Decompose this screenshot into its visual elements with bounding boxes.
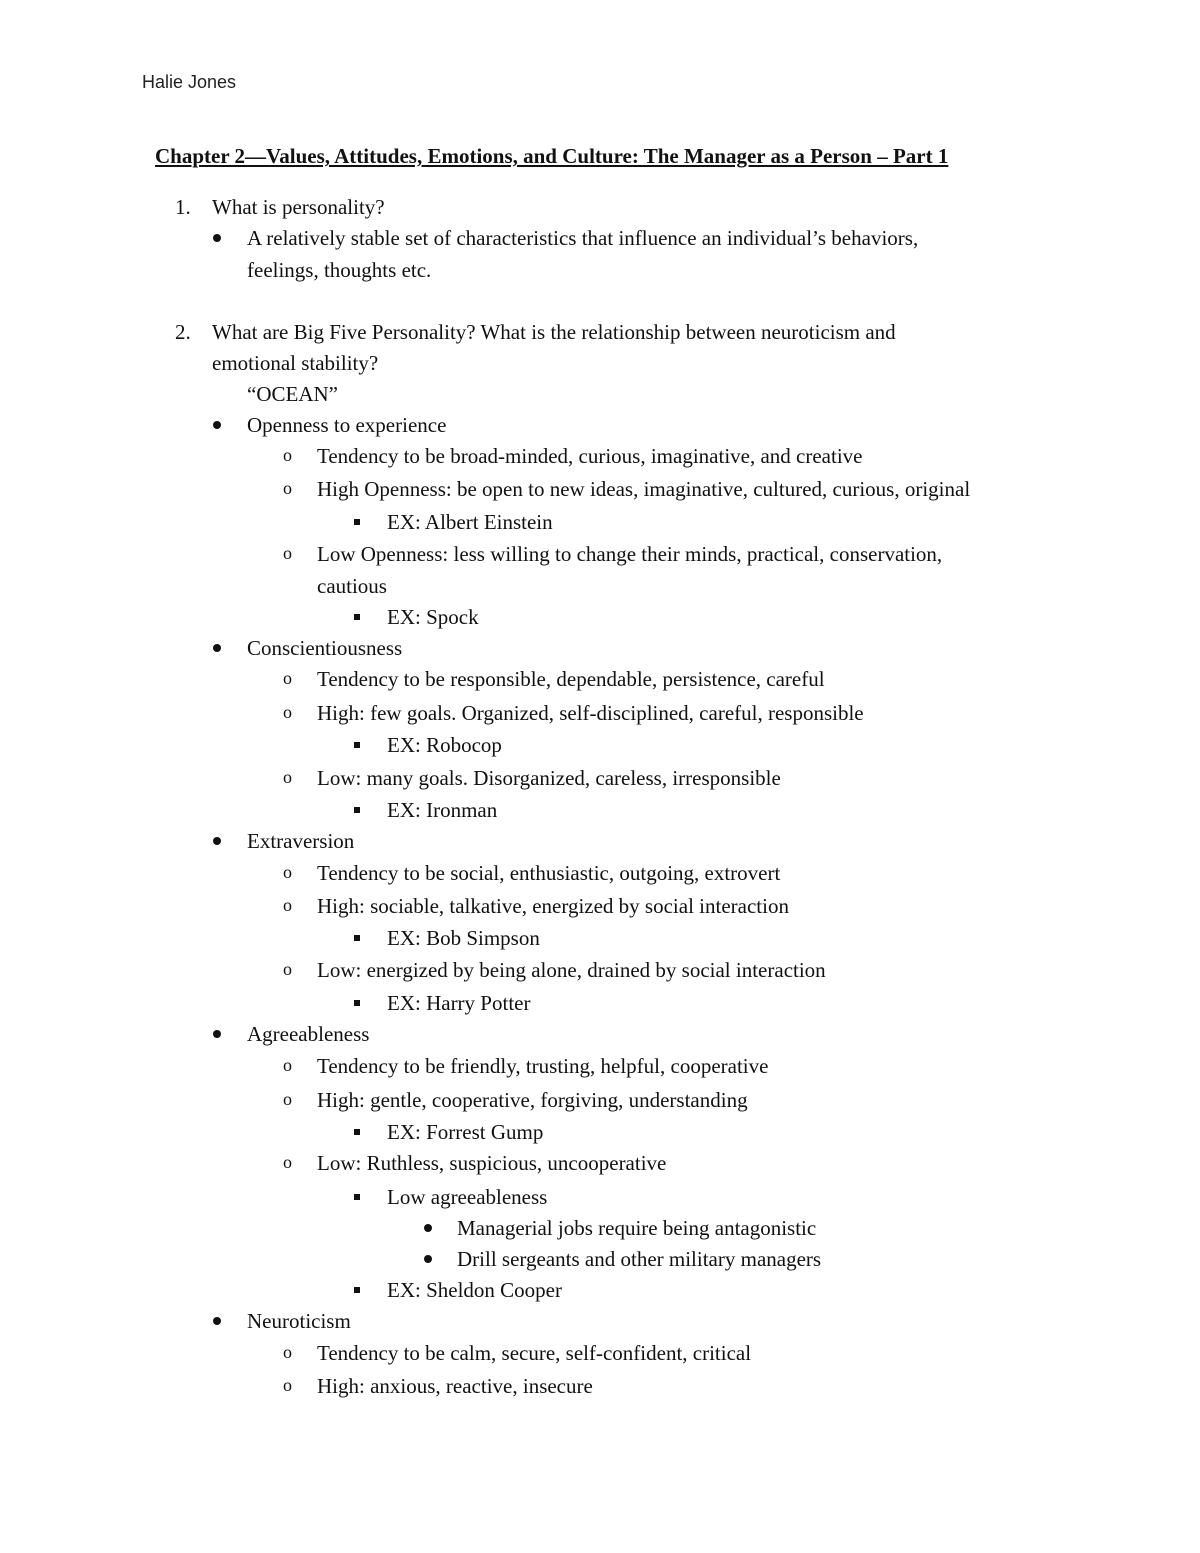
bullet-circle-icon: o [283, 895, 292, 915]
bullet-square-icon [354, 519, 360, 525]
bullet-circle-icon: o [283, 862, 292, 882]
outline-text: High Openness: be open to new ideas, imaginative, cultured, curious, original [317, 477, 971, 501]
bullet-circle-icon: o [283, 702, 292, 722]
outline-text: Tendency to be friendly, trusting, helpful, cooperative [317, 1054, 769, 1078]
outline-text: High: sociable, talkative, energized by social interaction [317, 894, 789, 918]
bullet-circle-icon: o [283, 478, 292, 498]
outline-text: Extraversion [247, 829, 355, 853]
bullet-dot-icon [213, 644, 221, 652]
outline-text: feelings, thoughts etc. [247, 258, 432, 282]
outline-text: Neuroticism [247, 1309, 351, 1333]
list-number: 2. [175, 320, 191, 344]
bullet-circle-icon: o [283, 959, 292, 979]
outline-text: Openness to experience [247, 413, 447, 437]
bullet-circle-icon: o [283, 767, 292, 787]
outline-text: EX: Albert Einstein [387, 510, 553, 534]
bullet-dot-icon [424, 1255, 432, 1263]
list-number: 1. [175, 195, 191, 219]
author-name: Halie Jones [142, 72, 237, 92]
bullet-dot-icon [213, 837, 221, 845]
outline-text: Tendency to be responsible, dependable, persistence, careful [317, 667, 825, 691]
outline-text: Low: Ruthless, suspicious, uncooperative [317, 1151, 667, 1175]
outline-text: EX: Sheldon Cooper [387, 1278, 562, 1302]
bullet-square-icon [354, 742, 360, 748]
outline-text: Tendency to be calm, secure, self-confident, critical [317, 1341, 752, 1365]
bullet-square-icon [354, 614, 360, 620]
bullet-square-icon [354, 1194, 360, 1200]
bullet-dot-icon [213, 234, 221, 242]
bullet-circle-icon: o [283, 1342, 292, 1362]
bullet-dot-icon [213, 1317, 221, 1325]
outline-text: High: gentle, cooperative, forgiving, understanding [317, 1088, 748, 1112]
outline-text: A relatively stable set of characteristics that influence an individual’s behaviors, [247, 226, 919, 250]
outline-text: Managerial jobs require being antagonistic [457, 1216, 817, 1240]
outline-text: Low: energized by being alone, drained by social interaction [317, 958, 826, 982]
outline-text: Tendency to be broad-minded, curious, imaginative, and creative [317, 444, 863, 468]
bullet-circle-icon: o [283, 1089, 292, 1109]
bullet-circle-icon: o [283, 445, 292, 465]
outline-text: “OCEAN” [247, 382, 338, 406]
bullet-square-icon [354, 1129, 360, 1135]
outline-text: What are Big Five Personality? What is the relationship between neuroticism and [212, 320, 896, 344]
outline-text: EX: Robocop [387, 733, 502, 757]
bullet-square-icon [354, 1287, 360, 1293]
outline-text: High: anxious, reactive, insecure [317, 1374, 593, 1398]
outline-text: Low: many goals. Disorganized, careless, irresponsible [317, 766, 781, 790]
outline-text: Tendency to be social, enthusiastic, outgoing, extrovert [317, 861, 781, 885]
bullet-square-icon [354, 807, 360, 813]
outline-text: EX: Forrest Gump [387, 1120, 544, 1144]
outline-text: cautious [317, 574, 387, 598]
outline-text: Agreeableness [247, 1022, 370, 1046]
bullet-square-icon [354, 935, 360, 941]
bullet-dot-icon [213, 1030, 221, 1038]
outline-text: Low agreeableness [387, 1185, 548, 1209]
outline-text: What is personality? [212, 195, 385, 219]
outline-text: EX: Ironman [387, 798, 498, 822]
bullet-square-icon [354, 1000, 360, 1006]
document-title: Chapter 2—Values, Attitudes, Emotions, and Culture: The Manager as a Person – Part 1 [155, 144, 949, 168]
outline-text: Low Openness: less willing to change their minds, practical, conservation, [317, 542, 943, 566]
outline-text: emotional stability? [212, 351, 379, 375]
bullet-circle-icon: o [283, 543, 292, 563]
outline-text: Conscientiousness [247, 636, 403, 660]
outline-text: High: few goals. Organized, self-disciplined, careful, responsible [317, 701, 864, 725]
outline-text: EX: Harry Potter [387, 991, 531, 1015]
bullet-circle-icon: o [283, 1055, 292, 1075]
bullet-dot-icon [213, 421, 221, 429]
outline-text: EX: Spock [387, 605, 479, 629]
outline-text: EX: Bob Simpson [387, 926, 540, 950]
bullet-circle-icon: o [283, 1375, 292, 1395]
outline-text: Drill sergeants and other military managers [457, 1247, 822, 1271]
bullet-circle-icon: o [283, 668, 292, 688]
bullet-circle-icon: o [283, 1152, 292, 1172]
bullet-dot-icon [424, 1224, 432, 1232]
